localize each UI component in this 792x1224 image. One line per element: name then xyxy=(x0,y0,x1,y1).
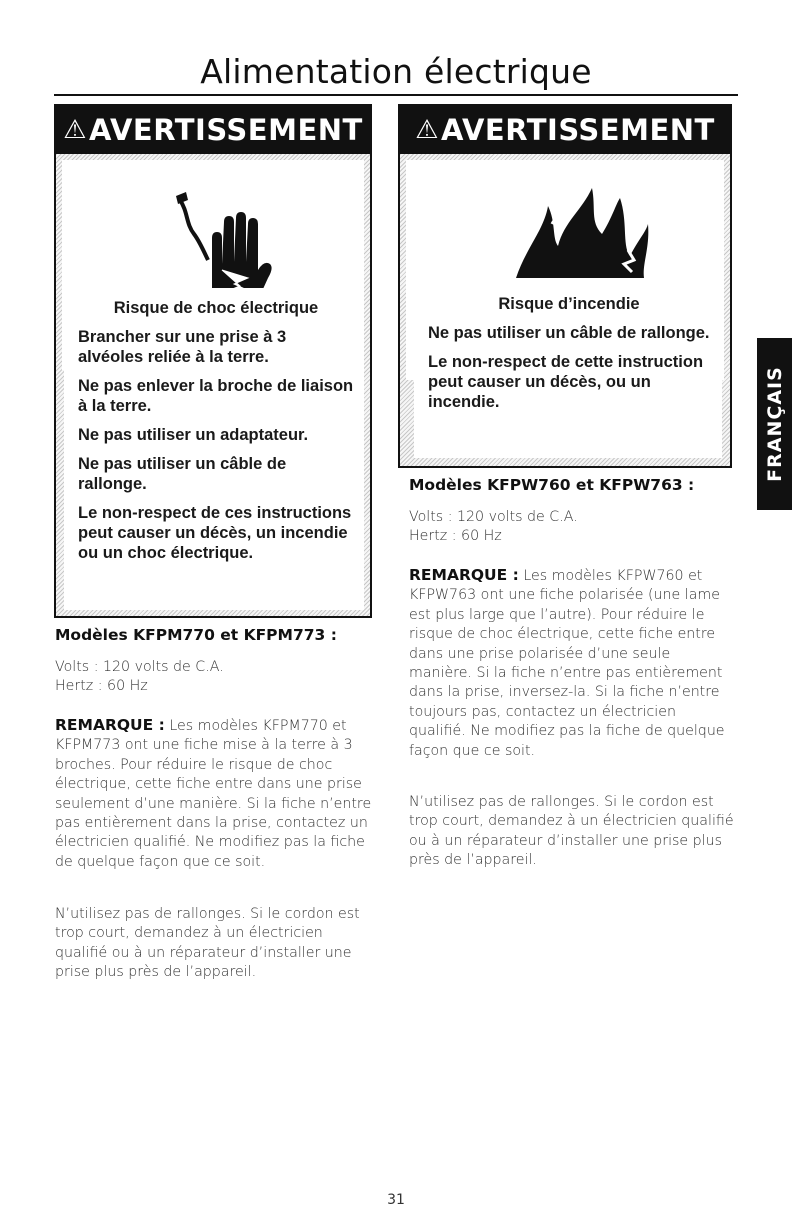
language-tab-label: FRANÇAIS xyxy=(763,366,786,482)
warning-line: Le non-respect de ces instructions peut causer un décès, un incendie ou un choc électrique. xyxy=(78,504,352,562)
page-number: 31 xyxy=(387,1192,405,1208)
risk-title: Risque de choc électrique xyxy=(113,299,319,317)
warning-message-text xyxy=(64,288,364,610)
warning-line: Ne pas utiliser un adaptateur. xyxy=(78,426,309,444)
hertz-text: Hertz : 60 Hz xyxy=(409,528,502,545)
note-label: REMARQUE : xyxy=(409,566,519,584)
volts-text: Volts : 120 volts de C.A. xyxy=(409,509,578,525)
warning-box-fire xyxy=(398,104,732,468)
warning-line: Ne pas utiliser un câble de rallonge. xyxy=(428,324,710,342)
warning-triangle-icon: ⚠ xyxy=(63,115,87,145)
note-text: Les modèles KFPM770 et KFPM773 ont une fiche mise à la terre à 3 broches. Pour réduire le risque de choc électrique, cette fiche entre dans une prise seulement d’une manière. Si la fiche n’entre pas entièrement dans la prise, contactez un électricien qualifié. Ne modifiez pas la fiche de quelque façon que ce soit. xyxy=(55,718,372,870)
note-right xyxy=(409,566,735,761)
warning-message-text xyxy=(414,282,722,458)
page-title: Alimentation électrique xyxy=(200,52,592,91)
note-left xyxy=(55,716,377,872)
warning-line: Ne pas enlever la broche de liaison à la terre. xyxy=(78,377,354,415)
warning-box-shock xyxy=(54,104,372,618)
models-heading-right: Modèles KFPW760 et KFPW763 : xyxy=(409,476,695,494)
warning-line: Brancher sur une prise à 3 alvéoles reliée à la terre. xyxy=(78,328,287,366)
note-text: Les modèles KFPW760 et KFPW763 ont une fiche polarisée (une lame est plus large que l’autre). Pour réduire le risque de choc électrique, cette fiche entre dans une prise polarisée d’une seule manière. Si la fiche n’entre pas entièrement dans la prise, inversez-la. Si la fiche n’entre toujours pas, contactez un électricien qualifié. Ne modifiez pas la fiche de quelque façon que ce soit. xyxy=(409,568,725,759)
volts-text: Volts : 120 volts de C.A. xyxy=(55,659,224,675)
title-divider xyxy=(54,94,738,96)
models-heading-left: Modèles KFPM770 et KFPM773 : xyxy=(55,626,337,644)
note-label: REMARQUE : xyxy=(55,716,165,734)
extension-text: N’utilisez pas de rallonges. Si le cordon est trop court, demandez à un électricien qualifié ou à un réparateur d’installer une prise plus près de l’appareil. xyxy=(55,906,360,981)
warning-header-label: AVERTISSEMENT xyxy=(440,113,715,147)
warning-line: Le non-respect de cette instruction peut causer un décès, ou un incendie. xyxy=(428,353,704,411)
hertz-text: Hertz : 60 Hz xyxy=(55,678,148,695)
warning-header xyxy=(56,106,370,154)
specs-right xyxy=(409,508,729,547)
extension-note-left xyxy=(55,905,377,983)
specs-left xyxy=(55,658,375,697)
warning-header-label: AVERTISSEMENT xyxy=(88,113,363,147)
risk-title: Risque d’incendie xyxy=(498,295,640,313)
warning-header xyxy=(400,106,730,154)
extension-text: N’utilisez pas de rallonges. Si le cordon est trop court, demandez à un électricien qualifié ou à un réparateur d’installer une prise plus près de l’appareil. xyxy=(409,794,734,869)
extension-note-right xyxy=(409,793,735,871)
language-tab xyxy=(757,338,792,510)
warning-line: Ne pas utiliser un câble de rallonge. xyxy=(78,455,287,493)
warning-triangle-icon: ⚠ xyxy=(415,115,439,145)
